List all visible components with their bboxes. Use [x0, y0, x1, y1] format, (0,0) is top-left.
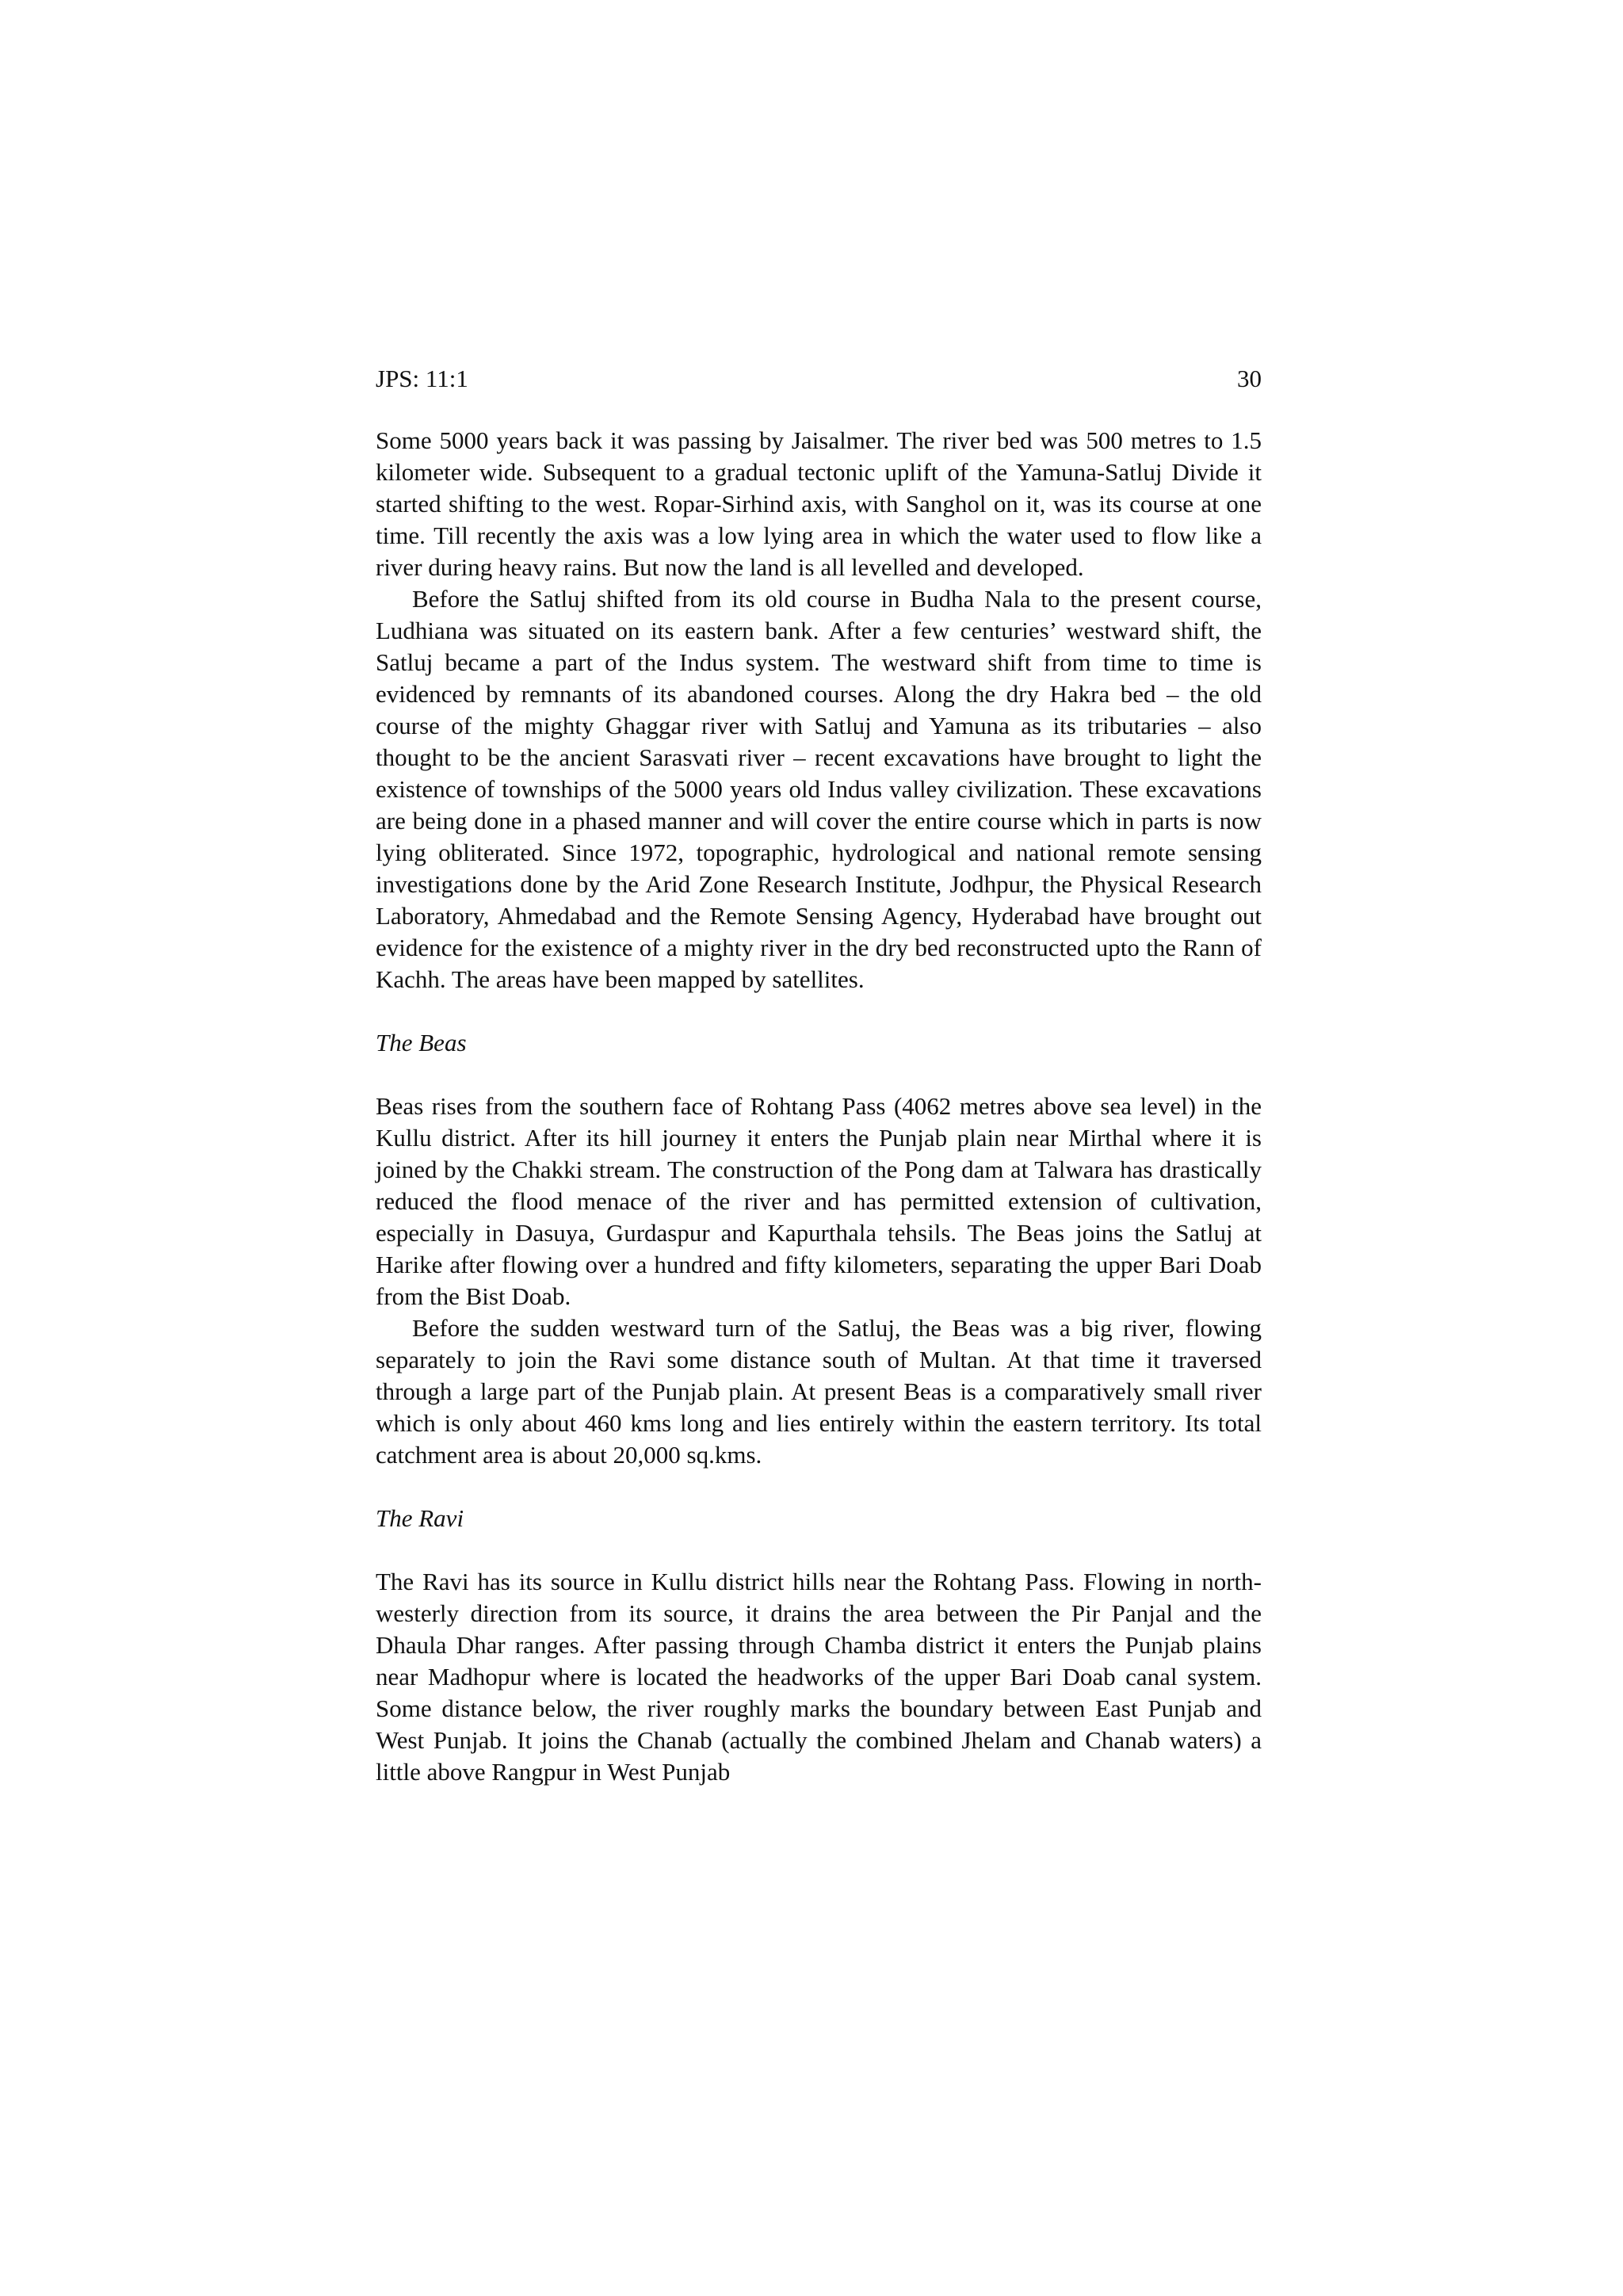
paragraph-beas-origin: Beas rises from the southern face of Rohtang Pass (4062 metres above sea level) in the Kullu district. After its hill journey it enters the Punjab plain near Mirthal where it is joined by the Chakki stream. The construction of the Pong dam at Talwara has drastically reduced the flood menace of the river and has permitted extension of cultivation, especially in Dasuya, Gurdaspur and Kapurthala tehsils. The Beas joins the Satluj at Harike after flowing over a hundred and fifty kilometers, separating the upper Bari Doab from the Bist Doab. — [376, 1092, 1262, 1310]
section-heading-beas: The Beas — [376, 1029, 467, 1056]
article-body — [376, 425, 1262, 1788]
journal-reference: JPS: 11:1 — [376, 365, 468, 392]
paragraph-satluj-shift: Before the Satluj shifted from its old course in Budha Nala to the present course, Ludhiana was situated on its eastern bank. After a few centuries’ westward shift, the Satluj became a part of the Indus system. The westward shift from time to time is evidenced by remnants of its abandoned courses. Along the dry Hakra bed – the old course of the mighty Ghaggar river with Satluj and Yamuna as its tributaries – also thought to be the ancient Sarasvati river – recent excavations have brought to light the existence of townships of the 5000 years old Indus valley civilization. These excavations are being done in a phased manner and will cover the entire course which in parts is now lying obliterated. Since 1972, topographic, hydrological and national remote sensing investigations done by the Arid Zone Research Institute, Jodhpur, the Physical Research Laboratory, Ahmedabad and the Remote Sensing Agency, Hyderabad have brought out evidence for the existence of a mighty river in the dry bed reconstructed upto the Rann of Kachh. The areas have been mapped by satellites. — [376, 585, 1262, 993]
running-header — [376, 361, 1262, 396]
paragraph-ravi-source: The Ravi has its source in Kullu district hills near the Rohtang Pass. Flowing in north-westerly direction from its source, it drains the area between the Pir Panjal and the Dhaula Dhar ranges. After passing through Chamba district it enters the Punjab plains near Madhopur where is located the headworks of the upper Bari Doab canal system. Some distance below, the river roughly marks the boundary between East Punjab and West Punjab. It joins the Chanab (actually the combined Jhelam and Chanab waters) a little above Rangpur in West Punjab — [376, 1568, 1262, 1786]
paragraph-satluj-jaisalmer: Some 5000 years back it was passing by Jaisalmer. The river bed was 500 metres to 1.5 kilometer wide. Subsequent to a gradual tectonic uplift of the Yamuna-Satluj Divide it started shifting to the west. Ropar-Sirhind axis, with Sanghol on it, was its course at one time. Till recently the axis was a low lying area in which the water used to flow like a river during heavy rains. But now the land is all levelled and developed. — [376, 426, 1262, 581]
page-number: 30 — [1237, 365, 1262, 392]
section-heading-ravi: The Ravi — [376, 1504, 464, 1532]
paragraph-beas-history: Before the sudden westward turn of the Satluj, the Beas was a big river, flowing separately to join the Ravi some distance south of Multan. At that time it traversed through a large part of the Punjab plain. At present Beas is a comparatively small river which is only about 460 kms long and lies entirely within the eastern territory. Its total catchment area is about 20,000 sq.kms. — [376, 1314, 1262, 1469]
